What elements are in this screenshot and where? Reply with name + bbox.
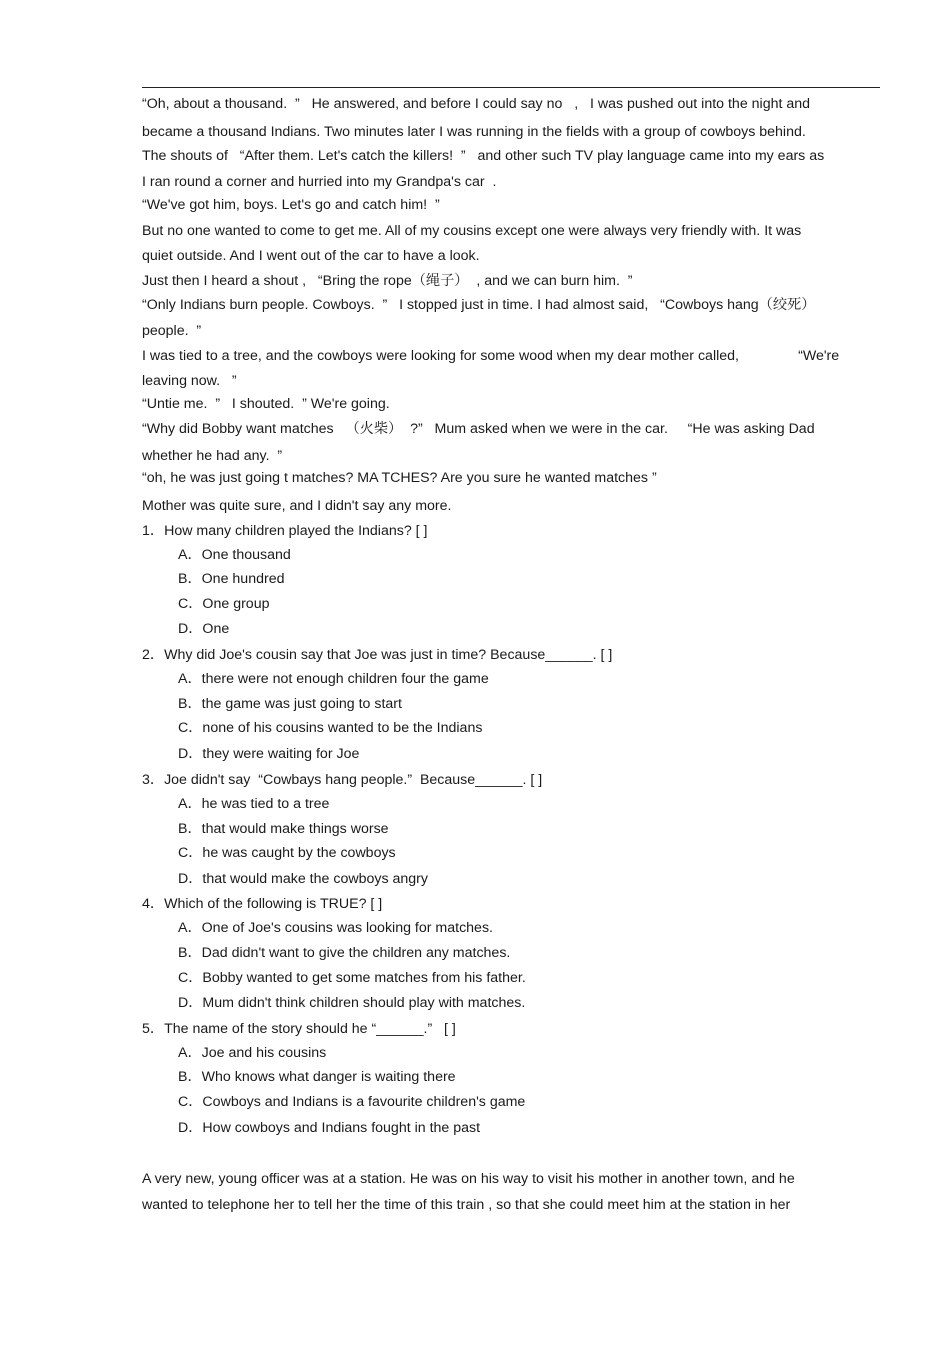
header-rule	[142, 87, 880, 88]
answer-option: D．Mum didn't think children should play with matches.	[178, 995, 526, 1011]
answer-option: B．One hundred	[178, 571, 285, 587]
answer-option: C．Bobby wanted to get some matches from his father.	[178, 970, 526, 986]
answer-option: D．that would make the cowboys angry	[178, 871, 428, 887]
story-line: “Oh, about a thousand. ” He answered, and before I could say no , I was pushed out into the night and	[142, 96, 811, 112]
answer-option: B．that would make things worse	[178, 821, 389, 837]
story-line: The shouts of “After them. Let's catch the killers! ” and other such TV play language came into my ears as	[142, 148, 825, 164]
story-line: But no one wanted to come to get me. All of my cousins except one were always very friendly with. It was	[142, 223, 802, 239]
answer-option: C．he was caught by the cowboys	[178, 845, 396, 861]
answer-option: A．he was tied to a tree	[178, 796, 330, 812]
passage-line: wanted to telephone her to tell her the time of this train , so that she could meet him at the station in her	[142, 1197, 791, 1213]
story-line: people. ”	[142, 323, 202, 339]
question-stem: 2．Why did Joe's cousin say that Joe was just in time? Because______. [ ]	[142, 647, 613, 663]
story-line: “Why did Bobby want matches （火柴） ?” Mum asked when we were in the car. “He was asking Dad	[142, 421, 815, 437]
answer-option: D．One	[178, 621, 230, 637]
story-line: “Untie me. ” I shouted. ” We're going.	[142, 396, 390, 412]
answer-option: C．One group	[178, 596, 270, 612]
answer-option: A．One of Joe's cousins was looking for matches.	[178, 920, 493, 936]
question-stem: 4．Which of the following is TRUE? [ ]	[142, 896, 383, 912]
story-line: “oh, he was just going t matches? MA TCHES? Are you sure he wanted matches ”	[142, 470, 657, 486]
answer-option: A．One thousand	[178, 547, 291, 563]
answer-option: C．Cowboys and Indians is a favourite children's game	[178, 1094, 526, 1110]
answer-option: C．none of his cousins wanted to be the Indians	[178, 720, 483, 736]
answer-option: B．the game was just going to start	[178, 696, 402, 712]
story-line: I was tied to a tree, and the cowboys were looking for some wood when my dear mother called, “We're	[142, 348, 840, 364]
question-stem: 3．Joe didn't say “Cowbays hang people.” Because______. [ ]	[142, 772, 543, 788]
story-line: quiet outside. And I went out of the car to have a look.	[142, 248, 480, 264]
question-stem: 5．The name of the story should he “______.” [ ]	[142, 1021, 456, 1037]
story-line: became a thousand Indians. Two minutes later I was running in the fields with a group of cowboys behind.	[142, 124, 806, 140]
story-line: whether he had any. ”	[142, 448, 283, 464]
story-line: Just then I heard a shout , “Bring the rope（绳子） , and we can burn him. ”	[142, 273, 633, 289]
answer-option: B．Who knows what danger is waiting there	[178, 1069, 456, 1085]
answer-option: D．How cowboys and Indians fought in the past	[178, 1120, 481, 1136]
answer-option: A．there were not enough children four the game	[178, 671, 489, 687]
story-line: leaving now. ”	[142, 373, 237, 389]
answer-option: A．Joe and his cousins	[178, 1045, 327, 1061]
story-line: “Only Indians burn people. Cowboys. ” I stopped just in time. I had almost said, “Cowboys hang（绞死）	[142, 297, 816, 313]
story-line: “We've got him, boys. Let's go and catch him! ”	[142, 197, 440, 213]
answer-option: B．Dad didn't want to give the children any matches.	[178, 945, 511, 961]
story-line: Mother was quite sure, and I didn't say any more.	[142, 498, 452, 514]
question-stem: 1．How many children played the Indians? [ ]	[142, 523, 428, 539]
answer-option: D．they were waiting for Joe	[178, 746, 360, 762]
story-line: I ran round a corner and hurried into my Grandpa's car .	[142, 174, 497, 190]
passage-line: A very new, young officer was at a station. He was on his way to visit his mother in another town, and he	[142, 1171, 795, 1187]
